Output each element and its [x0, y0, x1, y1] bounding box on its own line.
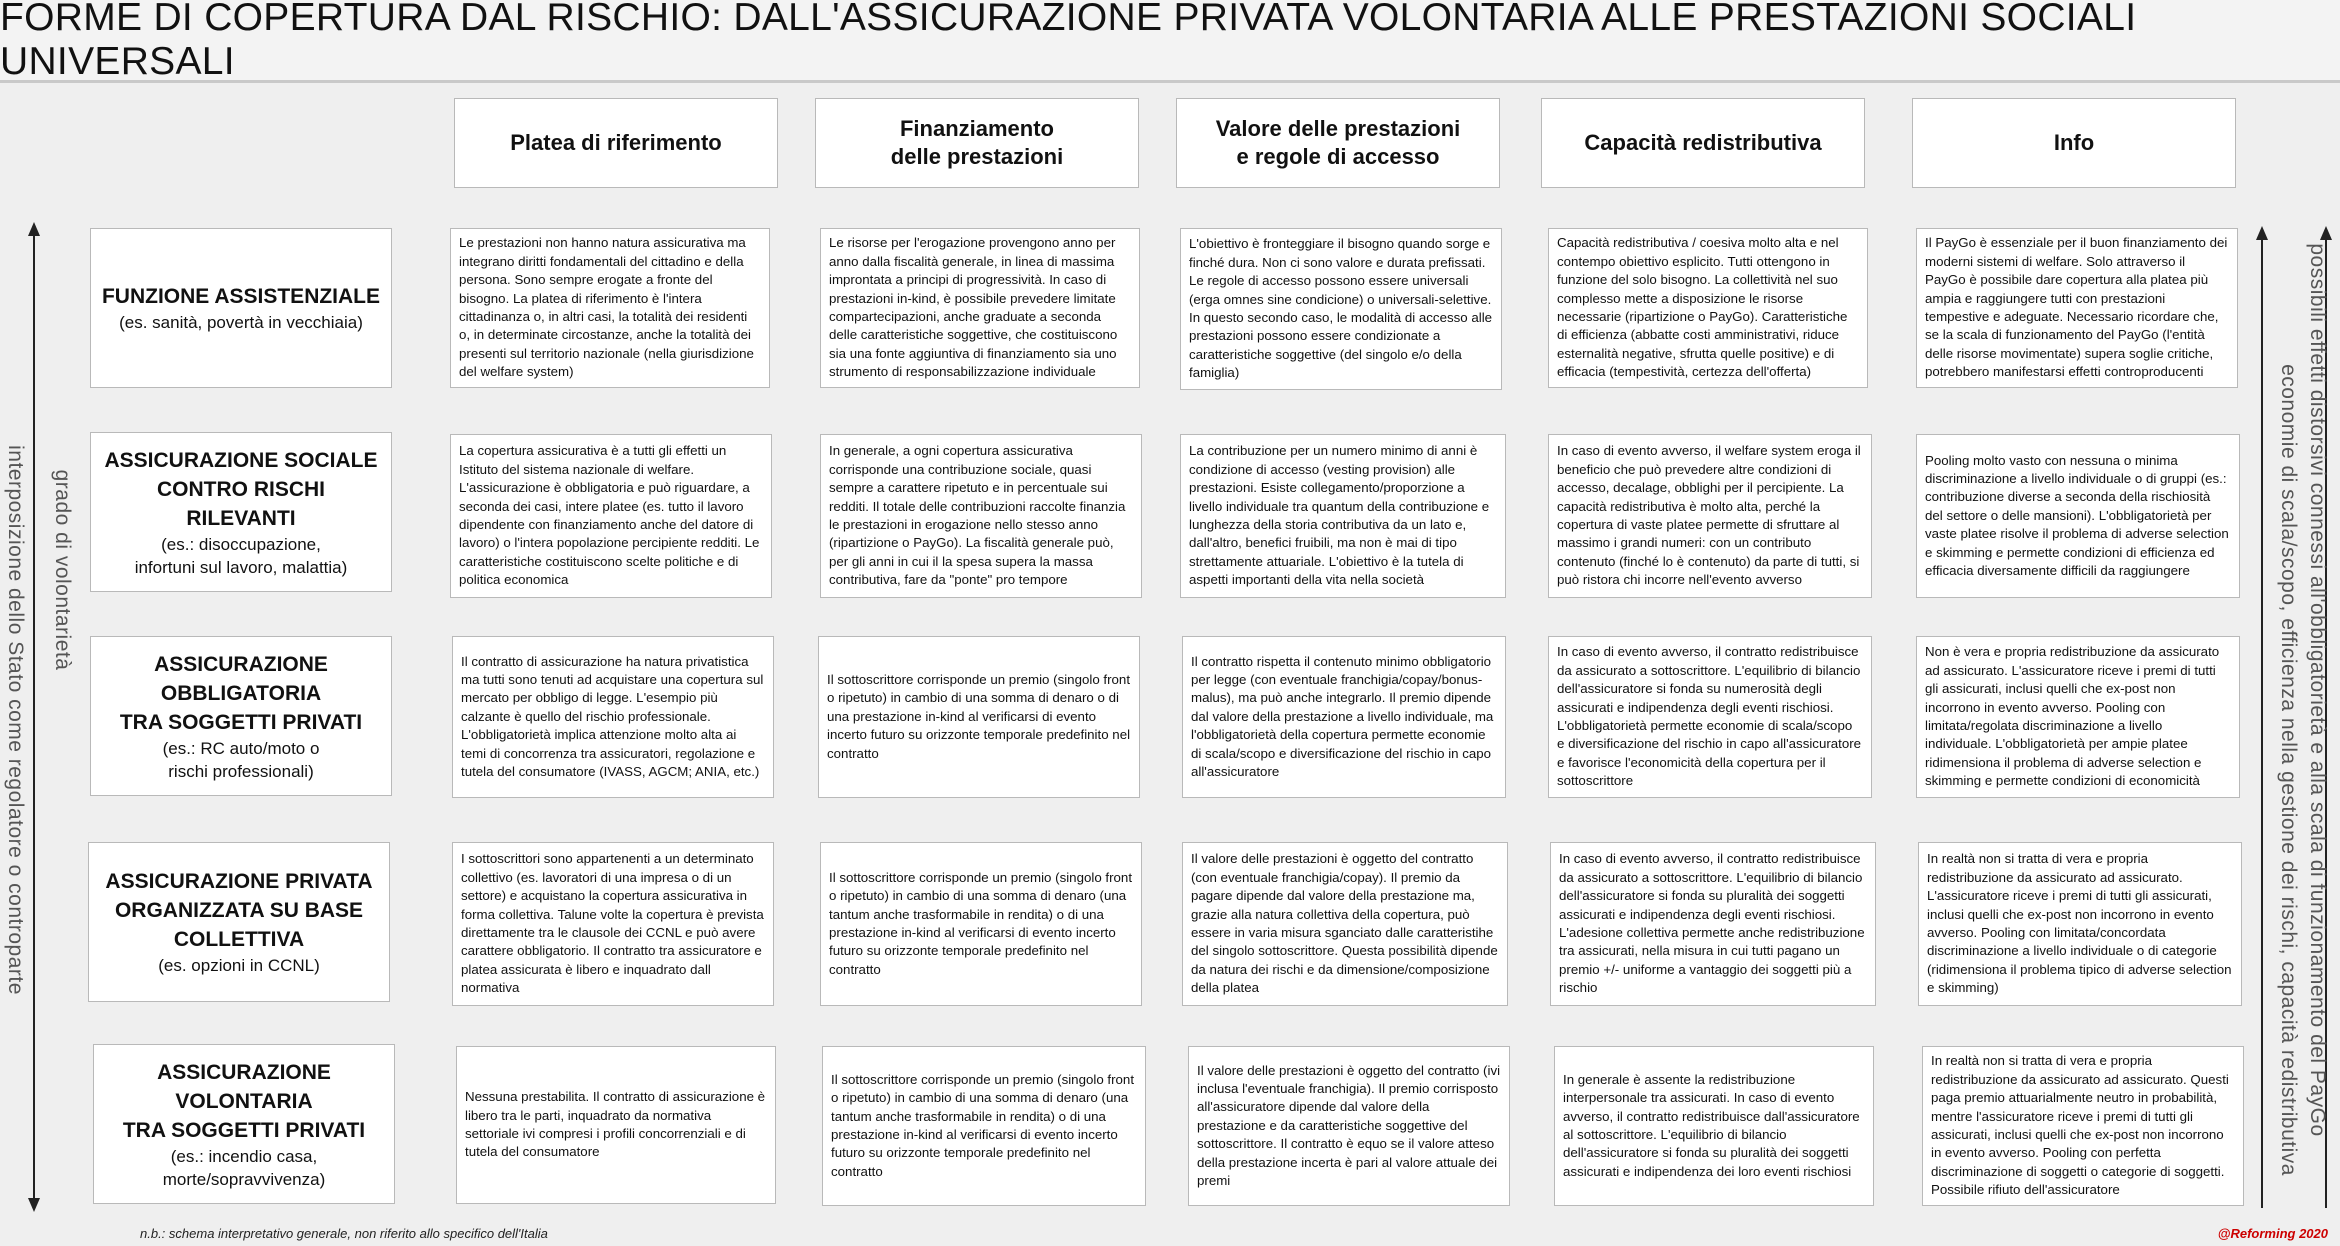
cell-collettiva-platea: I sottoscrittori sono appartenenti a un determinato collettivo (es. lavoratori di una impresa o di un settore) e acquistano la copertura assicurativa in forma collettiva. Talune volte la copertura è prevista direttamente tra le clausole dei CCNL e può avere carattere obbligatorio. Il contratto tra assicuratore e platea assicurata è libero e inquadrato dall normativa — [452, 842, 774, 1006]
row-subtitle: (es.: RC auto/moto o rischi professionali) — [162, 738, 320, 781]
cell-volontaria-info: In realtà non si tratta di vera e propria redistribuzione da assicurato ad assicurato. Questi paga premio attuarialmente neutro in probabilità, mentre l'assicuratore riceve i premi di tutti gli assicurati, inclusi quelli che ex-post non incorrono in evento avverso. Pooling con perfetta discriminazione di soggetti o categorie di soggetti. Possibile rifiuto dell'assicuratore — [1922, 1046, 2244, 1206]
title-bar — [0, 0, 2340, 83]
column-header-capacita: Capacità redistributiva — [1541, 98, 1865, 188]
cell-sociale-capacita: In caso di evento avverso, il welfare system eroga il beneficio che può prevedere altre condizioni di accesso, decalage, obblighi per il percipiente. La capacità redistributiva è molto alta, perché la copertura di vaste platee permette di sfruttare al massimo i grandi numeri: con un contributo contenuto (finché lo è contenuto) da parte di tutti, si può ristora chi incorre nell'evento avverso — [1548, 434, 1872, 598]
cell-sociale-finanziamento: In generale, a ogni copertura assicurativa corrisponde una contribuzione sociale, quasi sempre a carattere ripetuto e in percentuale sui redditi. Il totale delle contribuzioni raccolte finanzia le prestazioni in erogazione nello stesso anno (ripartizione o PayGo). La fiscalità generale può, per gli anni in cui il la spesa supera la massa contributiva, fare da "ponte" pro tempore — [820, 434, 1142, 598]
row-header-obbligatoria — [90, 636, 392, 796]
column-header-platea: Platea di riferimento — [454, 98, 778, 188]
cell-volontaria-finanziamento: Il sottoscrittore corrisponde un premio (singolo front o ripetuto) in cambio di una somma di denaro (una tantum anche trasformabile in rendita) o di una prestazione in-kind al verificarsi di evento incerto futuro su orizzonte temporale predefinito nel contratto — [822, 1046, 1146, 1206]
left-outer-axis-label: interposizione dello Stato come regolatore o controparte — [4, 445, 27, 995]
row-subtitle: (es. opzioni in CCNL) — [158, 956, 320, 975]
credit: @Reforming 2020 — [2217, 1226, 2328, 1241]
row-subtitle: (es.: disoccupazione, infortuni sul lavoro, malattia) — [134, 534, 348, 577]
cell-sociale-valore: La contribuzione per un numero minimo di anni è condizione di accesso (vesting provision) alle prestazioni. Esiste collegamento/proporzione a livello individuale tra quantum della contribuzione e lunghezza della storia contributiva da un lato e, dall'altro, benefici fruibili, ma non è mai di tipo strettamente attuariale. L'obiettivo è la tutela di aspetti importanti della vita nella società — [1180, 434, 1506, 598]
cell-obbligatoria-valore: Il contratto rispetta il contenuto minimo obbligatorio per legge (con eventuale franchigia/copay/bonus-malus), ma può anche integrarlo. Il premio dipende dal valore della prestazione a livello individuale, ma l'obbligatorietà della copertura permette economie di scala/scopo e diversificazione del rischio in capo all'assicuratore — [1182, 636, 1506, 798]
column-header-valore: Valore delle prestazioni e regole di accesso — [1176, 98, 1500, 188]
right-inner-axis-label: economie di scala/scopo, efficienza nella gestione dei rischi, capacità redistributiva — [2277, 364, 2300, 1176]
row-subtitle: (es. sanità, povertà in vecchiaia) — [119, 313, 363, 332]
row-header-assistenziale — [90, 228, 392, 388]
cell-collettiva-finanziamento: Il sottoscrittore corrisponde un premio (singolo front o ripetuto) in cambio di una somma di denaro (una tantum anche trasformabile in rendita) o di una prestazione in-kind al verificarsi di evento incerto futuro su orizzonte temporale predefinito nel contratto — [820, 842, 1142, 1006]
cell-volontaria-platea: Nessuna prestabilita. Il contratto di assicurazione è libero tra le parti, inquadrato da normativa settoriale ivi compresi i profili concorrenziali e di tutela del consumatore — [456, 1046, 776, 1204]
cell-assistenziale-capacita: Capacità redistributiva / coesiva molto alta e nel contempo obiettivo esplicito. Tutti ottengono in funzione del solo bisogno. La collettività nel suo complesso mette a disposizione le risorse necessarie (ripartizione o PayGo). Caratteristiche di efficienza (abbatte costi amministrativi, riduce esternalità negative, sfrutta quelle positive) e di efficacia (tempestività, certezza dell'offerta) — [1548, 228, 1868, 388]
cell-volontaria-capacita: In generale è assente la redistribuzione interpersonale tra assicurati. In caso di evento avverso, il contratto redistribuisce dall'assicuratore al sottoscrittore. L'equilibrio di bilancio dell'assicuratore si fonda su pluralità dei soggetti assicurati e indipendenza dei loro eventi rischiosi — [1554, 1046, 1874, 1206]
cell-obbligatoria-capacita: In caso di evento avverso, il contratto redistribuisce da assicurato a sottoscrittore. L'equilibrio di bilancio dell'assicuratore si fonda su numerosità degli assicurati e indipendenza degli eventi rischiosi. L'obbligatorietà permette economie di scala/scopo e diversificazione del rischio in capo all'assicuratore e favorisce l'economicità della copertura per il sottoscrittore — [1548, 636, 1872, 798]
row-title: ASSICURAZIONE OBBLIGATORIA TRA SOGGETTI PRIVATI — [119, 652, 363, 734]
cell-sociale-platea: La copertura assicurativa è a tutti gli effetti un Istituto del sistema nazionale di welfare. L'assicurazione è obbligatoria e può riguardare, a seconda dei casi, intere platee (es. tutto il lavoro dipendente con finanziamento anche del datore di lavoro) o l'intera popolazione percipiente redditi. Le caratteristiche costituiscono scelte politiche e di politica economica — [450, 434, 772, 598]
cell-collettiva-valore: Il valore delle prestazioni è oggetto del contratto (con eventuale franchigia/copay). Il premio da pagare dipende dal valore della prestazione ma, grazie alla natura collettiva della copertura, può essere in varia misura sganciato dalle caratteristihe del singolo sottoscrittore. Questa possibilità dipende da natura dei rischi e da dimensione/composizione della platea — [1182, 842, 1508, 1006]
left-inner-axis-label: grado di volontarietà — [51, 469, 74, 671]
cell-sociale-info: Pooling molto vasto con nessuna o minima discriminazione a livello individuale o di gruppi (es.: contribuzione diverse a seconda della rischiosità del settore o delle mansioni). L'obbligatorietà per vaste platee risolve il problema di adverse selection e skimming e permette condizioni di efficienza ed efficacia diversamente difficili da raggiungere — [1916, 434, 2240, 598]
cell-volontaria-valore: Il valore delle prestazioni è oggetto del contratto (ivi inclusa l'eventuale franchigia). Il premio corrisposto all'assicuratore dipende dal valore della prestazione e da caratteristiche soggettive del sottoscrittore. Il contratto è equo se il valore atteso della prestazione incerta è pari al valore attuale dei premi — [1188, 1046, 1510, 1206]
cell-obbligatoria-platea: Il contratto di assicurazione ha natura privatistica ma tutti sono tenuti ad acquistare una copertura sul mercato per obbligo di legge. L'esempio più calzante è quello del rischio professionale. L'obbligatorietà implica attenzione molto alta ai temi di concorrenza tra assicuratori, regolazione e tutela del consumatore (IVASS, AGCM; ANIA, etc.) — [452, 636, 774, 798]
right-up-arrow-inner — [2250, 226, 2274, 1208]
cell-collettiva-info: In realtà non si tratta di vera e propria redistribuzione da assicurato ad assicurato. L'assicuratore riceve i premi di tutti gli assicurati, inclusi quelli che ex-post non incorrono in evento avverso. Pooling con limitata/concordata discriminazione a livello individuale o di categorie (ridimensiona il problema tipico di adverse selection e skimming) — [1918, 842, 2242, 1006]
column-header-info: Info — [1912, 98, 2236, 188]
page-title: FORME DI COPERTURA DAL RISCHIO: DALL'ASSICURAZIONE PRIVATA VOLONTARIA ALLE PRESTAZIONI SOCIALI UNIVERSALI — [0, 0, 2137, 83]
row-header-volontaria — [93, 1044, 395, 1204]
row-header-sociale — [90, 432, 392, 592]
column-header-finanziamento: Finanziamento delle prestazioni — [815, 98, 1139, 188]
cell-obbligatoria-info: Non è vera e propria redistribuzione da assicurato ad assicurato. L'assicuratore riceve i premi di tutti gli assicurati, inclusi quelli che ex-post non incorrono in evento avverso. Pooling con limitata/regolata discriminazione a livello individuale. L'obbligatorietà per ampie platee ridimensiona il problema di adverse selection e skimming e permette condizioni di economicità — [1916, 636, 2240, 798]
footnote: n.b.: schema interpretativo generale, non riferito allo specifico dell'Italia — [140, 1226, 548, 1241]
row-subtitle: (es.: incendio casa, morte/sopravvivenza) — [162, 1146, 326, 1189]
row-title: ASSICURAZIONE VOLONTARIA TRA SOGGETTI PRIVATI — [122, 1060, 366, 1142]
right-outer-axis-label: possibili effetti distorsivi connessi all'obbligatorietà e alla scala di funzionamento del PayGo — [2306, 243, 2329, 1137]
cell-assistenziale-platea: Le prestazioni non hanno natura assicurativa ma integrano diritti fondamentali del cittadino e della persona. Sono sempre erogate a fronte del bisogno. La platea di riferimento è l'intera cittadinanza o, in altri casi, la totalità dei residenti o, in determinate circostanze, anche la totalità dei presenti sul territorio nazionale (nella giurisdizione del welfare system) — [450, 228, 770, 388]
row-title: ASSICURAZIONE PRIVATA ORGANIZZATA SU BASE COLLETTIVA — [105, 870, 373, 951]
cell-assistenziale-valore: L'obiettivo è fronteggiare il bisogno quando sorge e finché dura. Non ci sono valore e durata prefissati. Le regole di accesso possono essere universali (erga omnes sine condicione) o universali-selettive. In questo secondo caso, le modalità di accesso alle prestazioni possono essere condizionate a caratteristiche soggettive (del singolo e/o della famiglia) — [1180, 228, 1502, 390]
row-title: FUNZIONE ASSISTENZIALE — [101, 285, 381, 308]
cell-obbligatoria-finanziamento: Il sottoscrittore corrisponde un premio (singolo front o ripetuto) in cambio di una somma di denaro o di una prestazione in-kind al verificarsi di evento incerto futuro su orizzonte temporale predefinito nel contratto — [818, 636, 1140, 798]
cell-assistenziale-info: Il PayGo è essenziale per il buon finanziamento dei moderni sistemi di welfare. Solo attraverso il PayGo è possibile dare copertura alla platea più ampia e raggiungere tutti con prestazioni tempestive e adeguate. Necessario ricordare che, se la scala di funzionamento del PayGo (l'entità delle risorse movimentate) supera soglie critiche, potrebbero manifestarsi effetti controproducenti — [1916, 228, 2238, 388]
row-title: ASSICURAZIONE SOCIALE CONTRO RISCHI RILEVANTI — [104, 448, 378, 530]
cell-assistenziale-finanziamento: Le risorse per l'erogazione provengono anno per anno dalla fiscalità generale, in linea di massima improntata a principi di progressività. In caso di prestazioni in-kind, è possibile prevedere limitate compartecipazioni, anche graduate a seconda delle caratteristiche soggettive, che costituiscono sia una fonte aggiuntiva di finanziamento sia uno strumento di responsabilizzazione individuale — [820, 228, 1140, 388]
cell-collettiva-capacita: In caso di evento avverso, il contratto redistribuisce da assicurato a sottoscrittore. L'equilibrio di bilancio dell'assicuratore si fonda su pluralità dei soggetti assicurati e indipendenza degli eventi rischiosi. L'adesione collettiva permette anche redistribuzione tra assicurati, nella misura in cui tutti pagano un premio +/- uniforme a vantaggio dei soggetti più a rischio — [1550, 842, 1876, 1006]
row-header-collettiva — [88, 842, 390, 1002]
